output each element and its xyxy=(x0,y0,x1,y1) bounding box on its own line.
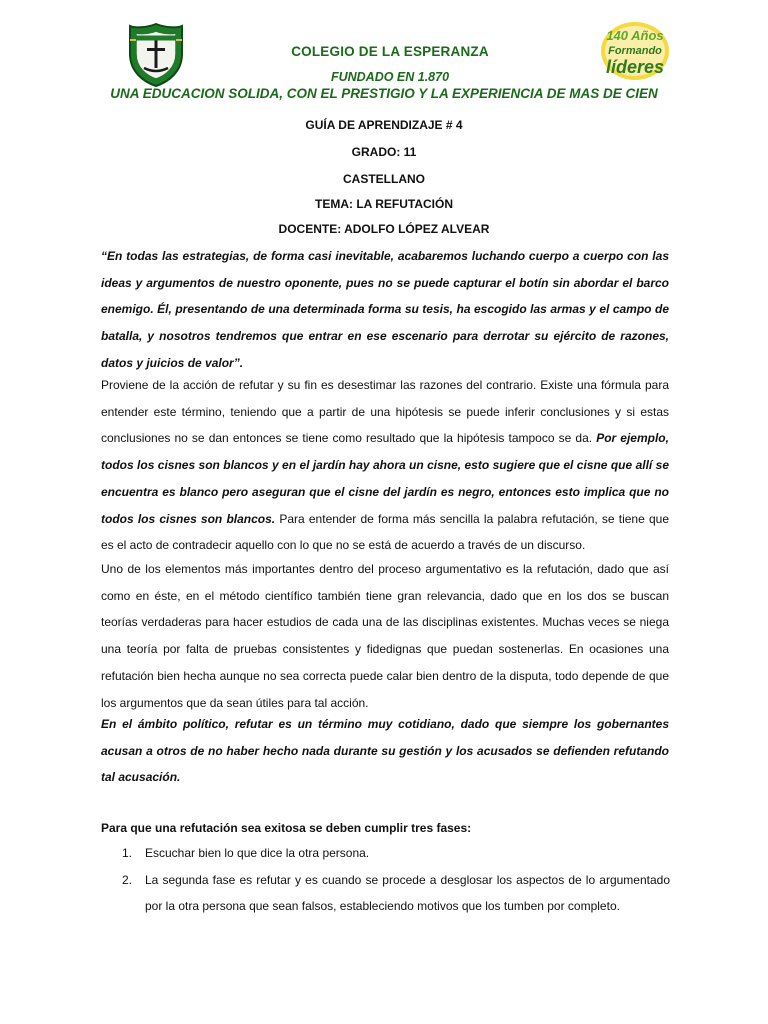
list-text: La segunda fase es refutar y es cuando se procede a desglosar los aspectos de lo argumentado por la otra persona que sean falsos, estableciendo motivos que los tumben por completo. xyxy=(145,872,670,914)
list-number: 1. xyxy=(122,846,133,860)
badge-leaders: líderes xyxy=(605,57,665,77)
paragraph-importance: Uno de los elementos más importantes dentro del proceso argumentativo es la refutación, dado que así como en éste, en el método científico también tiene gran relevancia, dado que en los dos se buscan teorías verdaderas para hacer estudios de cada una de las disciplinas existentes. Muchas veces se niega una teoría por falta de pruebas consistentes y fidedignas que puedan sostenerlas. En ocasiones una refutación bien hecha aunque no sea correcta puede calar bien dentro de la disputa, todo depende de que los argumentos que da sean útiles para tal acción. xyxy=(101,562,669,710)
subject-title: CASTELLANO xyxy=(343,172,425,186)
phases-list xyxy=(122,840,670,920)
guide-title: GUÍA DE APRENDIZAJE # 4 xyxy=(305,118,463,132)
badge-forming: Formando xyxy=(608,45,662,57)
school-name: COLEGIO DE LA ESPERANZA xyxy=(291,44,489,59)
school-motto: UNA EDUCACION SOLIDA, CON EL PRESTIGIO Y LA EXPERIENCIA DE MAS DE CIEN xyxy=(110,86,658,101)
teacher-title: DOCENTE: ADOLFO LÓPEZ ALVEAR xyxy=(278,222,490,236)
swan-example: Por ejemplo, todos los cisnes son blancos y en el jardín hay ahora un cisne, esto sugiere que el cisne que allí se encuentra es blanco pero aseguran que el cisne del jardín es negro, entonces esto implica que no todos los cisnes son blancos. xyxy=(101,431,669,526)
grade-title: GRADO: 11 xyxy=(351,145,417,159)
anniversary-badge xyxy=(598,18,672,82)
list-item xyxy=(122,867,670,920)
badge-years: 140 Años xyxy=(606,28,664,43)
list-number: 2. xyxy=(122,872,133,887)
list-text: Escuchar bien lo que dice la otra persona. xyxy=(145,846,370,860)
opening-quote: “En todas las estrategias, de forma casi inevitable, acabaremos luchando cuerpo a cuerpo con las ideas y argumentos de nuestro oponente, pues no se puede capturar el botín sin abordar el barco enemigo. Él, presentando de una determinada forma su tesis, ha escogido las armas y el campo de batalla, y nosotros tendremos que entrar en ese escenario para derrotar su ejército de razones, datos y juicios de valor”. xyxy=(101,249,669,370)
definition-summary: Para entender de forma más sencilla la palabra refutación, se tiene que es el acto de contradecir aquello con lo que no se está de acuerdo a través de un discurso. xyxy=(101,511,669,553)
paragraph-politics: En el ámbito político, refutar es un término muy cotidiano, dado que siempre los gobernantes acusan a otros de no haber hecho nada durante su gestión y los acusados se defienden refutando tal acusación. xyxy=(101,717,669,785)
paragraph-definition xyxy=(101,372,669,559)
phases-heading: Para que una refutación sea exitosa se deben cumplir tres fases: xyxy=(101,821,472,835)
definition-text: Proviene de la acción de refutar y su fin es desestimar las razones del contrario. Existe una fórmula para entender este término, teniendo que a partir de una hipótesis se puede inferir conclusiones y si estas conclusiones no se dan entonces se tiene como resultado que la hipótesis tampoco se da. xyxy=(101,378,669,446)
list-item xyxy=(122,840,670,867)
topic-title: TEMA: LA REFUTACIÓN xyxy=(315,197,453,211)
founded-year: FUNDADO EN 1.870 xyxy=(330,70,450,84)
